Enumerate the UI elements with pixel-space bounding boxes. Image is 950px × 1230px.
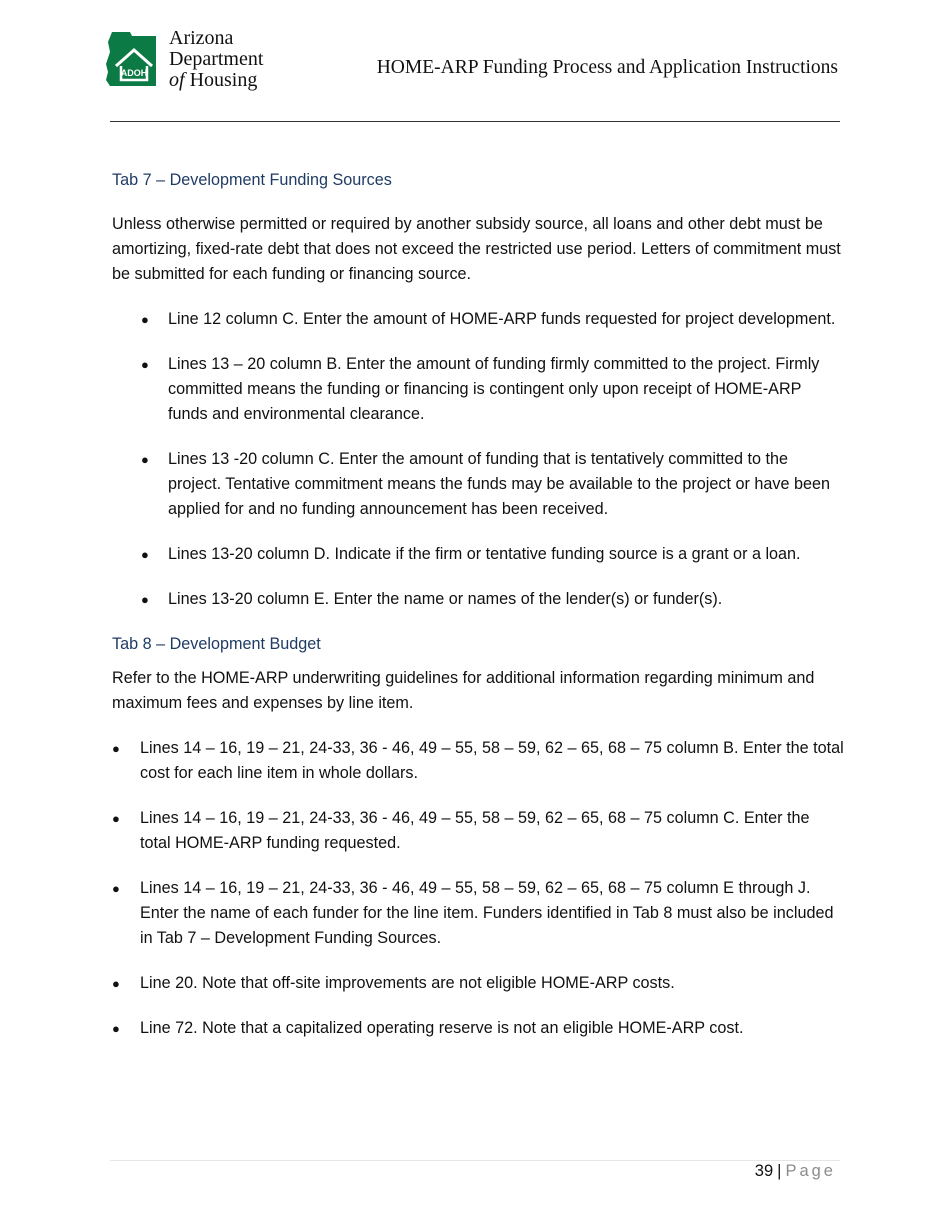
list-item xyxy=(112,971,844,996)
list-item-text: Lines 14 – 16, 19 – 21, 24-33, 36 - 46, 49 – 55, 58 – 59, 62 – 65, 68 – 75 column B. Enter the total cost for each line item in whole dollars. xyxy=(140,739,844,782)
tab8-list xyxy=(112,736,844,1041)
bullet-icon: ● xyxy=(141,592,149,607)
tab7-intro: Unless otherwise permitted or required by another subsidy source, all loans and other debt must be amortizing, fixed-rate debt that does not exceed the restricted use period. Letters of commitment must be submitted for each funding or financing source. xyxy=(112,215,841,283)
bullet-icon: ● xyxy=(112,1021,120,1036)
list-item xyxy=(141,307,844,332)
bullet-icon: ● xyxy=(141,357,149,372)
list-item-text: Lines 13-20 column D. Indicate if the firm or tentative funding source is a grant or a loan. xyxy=(168,545,801,563)
adoh-house-icon xyxy=(104,30,162,88)
list-item-text: Line 20. Note that off-site improvements are not eligible HOME-ARP costs. xyxy=(140,974,675,992)
header-divider xyxy=(110,121,840,122)
page-footer xyxy=(755,1162,836,1181)
tab8-heading: Tab 8 – Development Budget xyxy=(112,635,321,653)
bullet-icon: ● xyxy=(141,547,149,562)
footer-separator: | xyxy=(777,1162,782,1180)
logo-line-3-rest: Housing xyxy=(189,69,258,91)
logo-line-3 xyxy=(169,70,263,91)
bullet-icon: ● xyxy=(112,811,120,826)
tab7-heading: Tab 7 – Development Funding Sources xyxy=(112,171,392,189)
bullet-icon: ● xyxy=(141,312,149,327)
logo-line-1: Arizona xyxy=(169,27,234,49)
list-item xyxy=(112,736,844,786)
page-label: Page xyxy=(785,1162,836,1180)
logo-wordmark xyxy=(169,28,263,91)
list-item xyxy=(141,542,844,567)
list-item xyxy=(112,806,844,856)
tab8-intro: Refer to the HOME-ARP underwriting guidelines for additional information regarding minimum and maximum fees and expenses by line item. xyxy=(112,669,815,712)
bullet-icon: ● xyxy=(112,741,120,756)
document-header-title: HOME-ARP Funding Process and Application Instructions xyxy=(376,57,838,78)
footer-divider xyxy=(110,1160,840,1161)
list-item xyxy=(112,1016,844,1041)
bullet-icon: ● xyxy=(141,452,149,467)
list-item xyxy=(141,352,844,427)
list-item-text: Lines 14 – 16, 19 – 21, 24-33, 36 - 46, 49 – 55, 58 – 59, 62 – 65, 68 – 75 column C. Enter the total HOME-ARP funding requested. xyxy=(140,809,810,852)
list-item-text: Lines 13 -20 column C. Enter the amount of funding that is tentatively committed to the project. Tentative commitment means the funds may be available to the project or have been applied for and no funding announcement has been received. xyxy=(168,450,830,518)
list-item-text: Lines 13-20 column E. Enter the name or names of the lender(s) or funder(s). xyxy=(168,590,723,608)
page-content xyxy=(112,168,844,1061)
list-item-text: Lines 13 – 20 column B. Enter the amount of funding firmly committed to the project. Firmly committed means the funding or financing is contingent only upon receipt of HOME-ARP funds and environmental clearance. xyxy=(168,355,820,423)
list-item-text: Lines 14 – 16, 19 – 21, 24-33, 36 - 46, 49 – 55, 58 – 59, 62 – 65, 68 – 75 column E through J. Enter the name of each funder for the line item. Funders identified in Tab 8 must also be included in Tab 7 – Development Funding Sources. xyxy=(140,879,834,947)
page-number: 39 xyxy=(754,1162,774,1180)
adoh-mark-text: ADOH xyxy=(120,68,148,78)
list-item xyxy=(112,876,844,951)
bullet-icon: ● xyxy=(112,881,120,896)
bullet-icon: ● xyxy=(112,976,120,991)
list-item xyxy=(141,447,844,522)
adoh-logo xyxy=(104,28,284,94)
logo-line-2: Department xyxy=(169,48,264,70)
list-item-text: Line 72. Note that a capitalized operating reserve is not an eligible HOME-ARP cost. xyxy=(140,1019,744,1037)
list-item-text: Line 12 column C. Enter the amount of HOME-ARP funds requested for project development. xyxy=(168,310,836,328)
list-item xyxy=(141,587,844,612)
tab7-list xyxy=(112,307,844,612)
logo-line-3-prefix: of xyxy=(169,69,185,91)
